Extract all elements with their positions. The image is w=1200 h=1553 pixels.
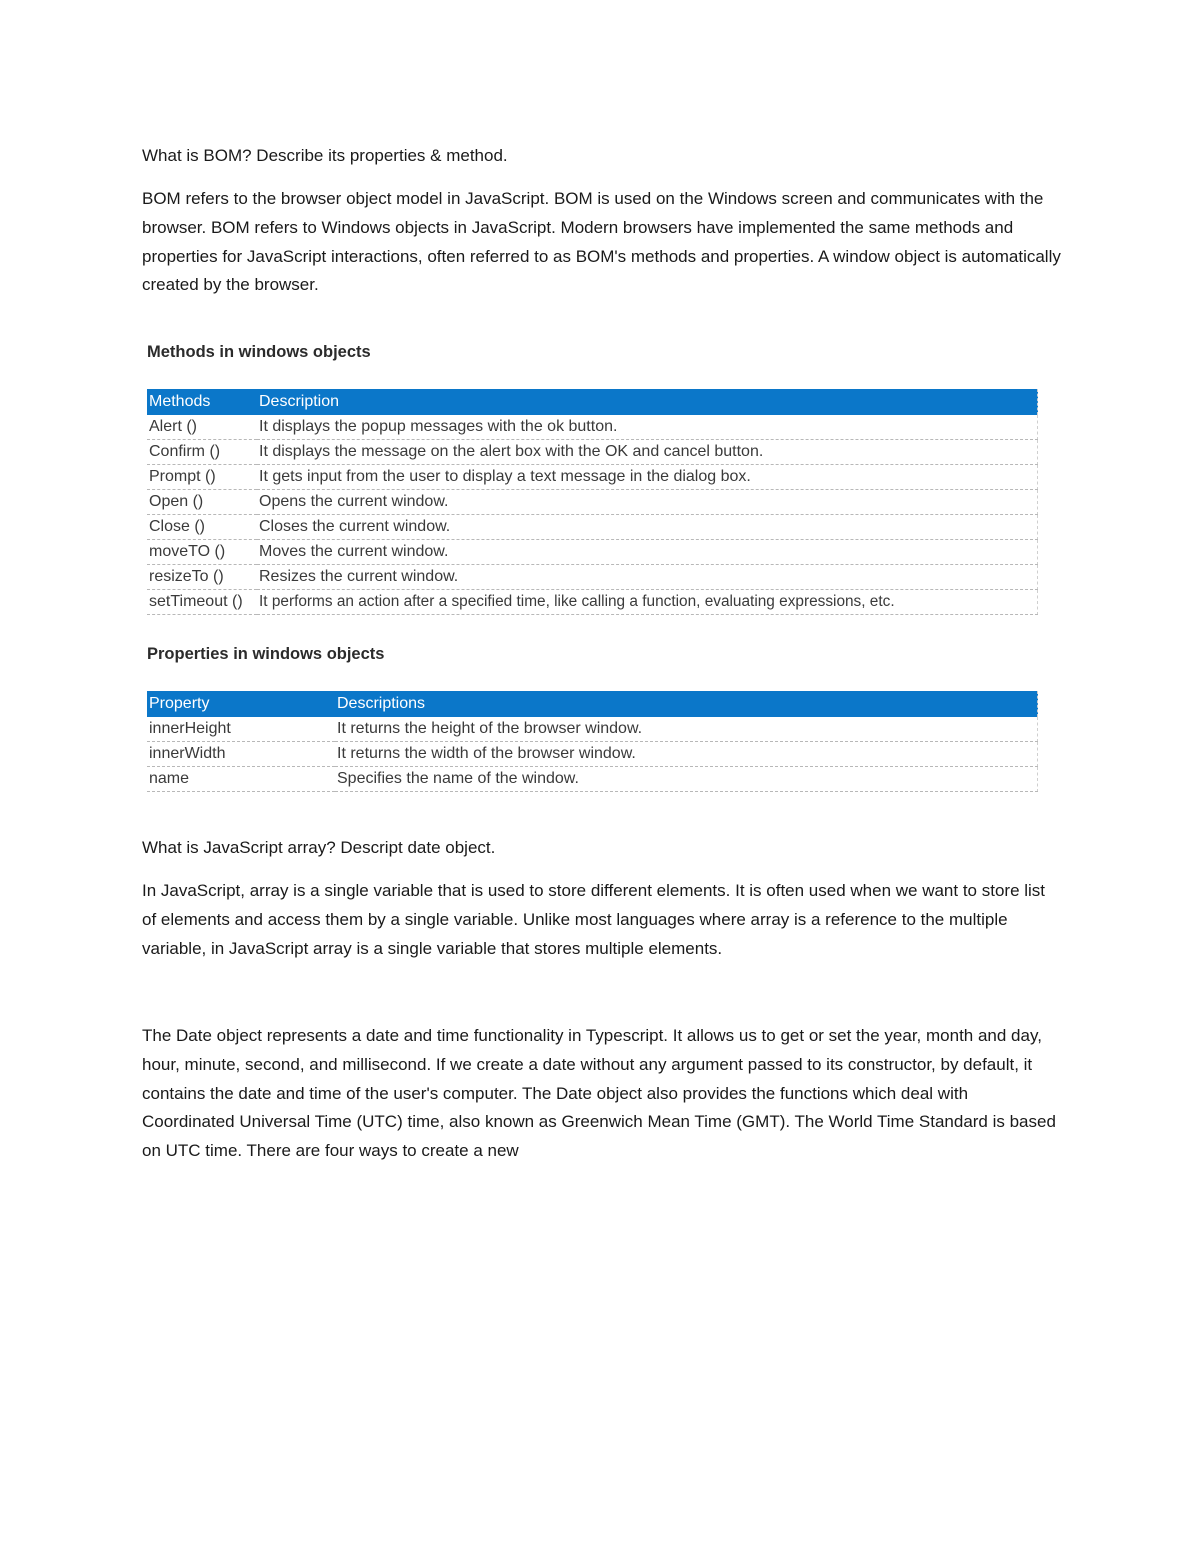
table-row xyxy=(147,590,1038,615)
property-name-cell: name xyxy=(147,767,335,792)
table-row xyxy=(147,515,1038,540)
method-description-cell: Resizes the current window. xyxy=(257,565,1038,590)
method-description-cell: It displays the popup messages with the ok button. xyxy=(257,415,1038,440)
descriptions-header-cell: Descriptions xyxy=(335,691,1038,717)
method-description-cell: It displays the message on the alert box with the OK and cancel button. xyxy=(257,440,1038,465)
property-description-cell: It returns the height of the browser window. xyxy=(335,717,1038,742)
properties-table-title: Properties in windows objects xyxy=(147,645,385,663)
method-name-cell: Confirm () xyxy=(147,440,257,465)
property-description-cell: Specifies the name of the window. xyxy=(335,767,1038,792)
method-description-cell: Opens the current window. xyxy=(257,490,1038,515)
method-name-cell: moveTO () xyxy=(147,540,257,565)
properties-table xyxy=(147,691,1038,792)
table-row xyxy=(147,540,1038,565)
methods-table-header-row xyxy=(147,389,1038,415)
date-object-paragraph: The Date object represents a date and time functionality in Typescript. It allows us to get or set the year, month and day, hour, minute, second, and millisecond. If we create a date without any argument passed to its constructor, by default, it contains the date and time of the user's computer. The Date object also provides the functions which deal with Coordinated Universal Time (UTC) time, also known as Greenwich Mean Time (GMT). The World Time Standard is based on UTC time. There are four ways to create a new xyxy=(142,1026,1056,1161)
method-description-cell: It performs an action after a specified time, like calling a function, evaluating expressions, etc. xyxy=(257,590,1038,615)
table-row xyxy=(147,440,1038,465)
table-row xyxy=(147,742,1038,767)
properties-table-header-row xyxy=(147,691,1038,717)
methods-table-title: Methods in windows objects xyxy=(147,343,371,361)
table-row xyxy=(147,465,1038,490)
array-question-heading: What is JavaScript array? Descript date object. xyxy=(142,838,496,857)
methods-header-cell: Methods xyxy=(147,389,257,415)
table-row xyxy=(147,767,1038,792)
method-name-cell: Close () xyxy=(147,515,257,540)
method-description-cell: Moves the current window. xyxy=(257,540,1038,565)
bom-answer-paragraph: BOM refers to the browser object model in JavaScript. BOM is used on the Windows screen and communicates with the browser. BOM refers to Windows objects in JavaScript. Modern browsers have implemented the same methods and properties for JavaScript interactions, often referred to as BOM's methods and properties. A window object is automatically created by the browser. xyxy=(142,189,1061,295)
methods-table xyxy=(147,389,1038,615)
property-name-cell: innerWidth xyxy=(147,742,335,767)
method-description-cell: It gets input from the user to display a text message in the dialog box. xyxy=(257,465,1038,490)
property-description-cell: It returns the width of the browser window. xyxy=(335,742,1038,767)
table-row xyxy=(147,415,1038,440)
property-name-cell: innerHeight xyxy=(147,717,335,742)
description-header-cell: Description xyxy=(257,389,1038,415)
table-row xyxy=(147,490,1038,515)
method-name-cell: Open () xyxy=(147,490,257,515)
method-name-cell: setTimeout () xyxy=(147,590,257,615)
method-name-cell: resizeTo () xyxy=(147,565,257,590)
bom-question-heading: What is BOM? Describe its properties & method. xyxy=(142,146,508,165)
method-description-cell: Closes the current window. xyxy=(257,515,1038,540)
table-row xyxy=(147,565,1038,590)
method-name-cell: Prompt () xyxy=(147,465,257,490)
table-row xyxy=(147,717,1038,742)
method-name-cell: Alert () xyxy=(147,415,257,440)
property-header-cell: Property xyxy=(147,691,335,717)
array-answer-paragraph: In JavaScript, array is a single variable that is used to store different elements. It is often used when we want to store list of elements and access them by a single variable. Unlike most languages where array is a reference to the multiple variable, in JavaScript array is a single variable that stores multiple elements. xyxy=(142,881,1046,958)
